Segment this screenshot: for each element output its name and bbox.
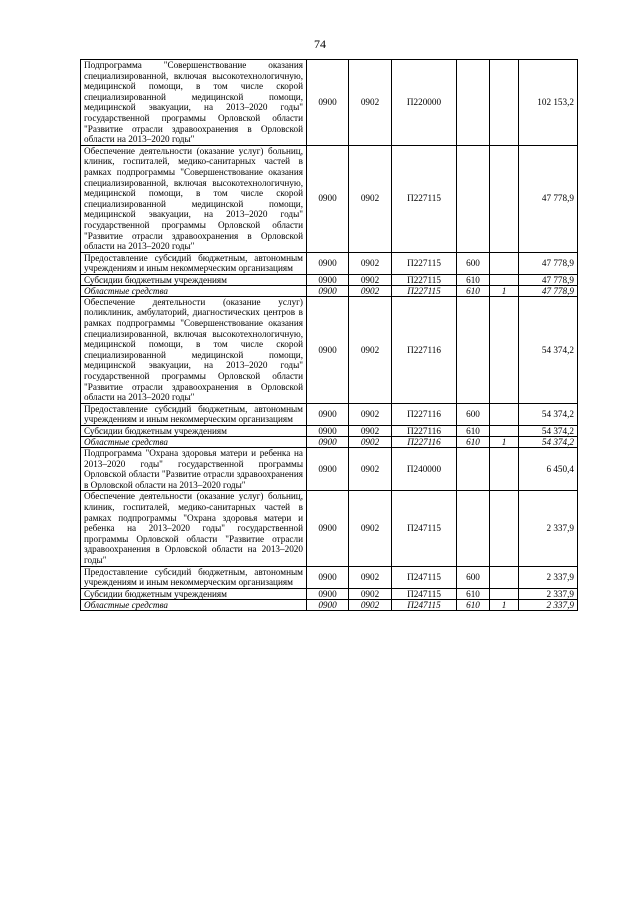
target-article-code: П227116 <box>392 403 457 425</box>
funding-source-code <box>490 252 519 274</box>
row-description: Областные средства <box>81 285 307 296</box>
table-row <box>81 285 578 296</box>
expense-type-code: 610 <box>457 285 490 296</box>
target-article-code: П247115 <box>392 588 457 599</box>
row-description: Предоставление субсидий бюджетным, автономным учреждениям и иным некоммерческим организациям <box>81 566 307 588</box>
row-description: Областные средства <box>81 599 307 610</box>
row-description: Обеспечение деятельности (оказание услуг) больниц, клиник, госпиталей, медико-санитарных частей в рамках подпрограммы "Охрана здоровья матери и ребенка на 2013–2020 годы" государственной программы Орловской области "Развитие отрасли здравоохранения в Орловской области на 2013–2020 годы" <box>81 491 307 566</box>
row-description: Обеспечение деятельности (оказание услуг) больниц, клиник, госпиталей, медико-санитарных частей в рамках подпрограммы "Совершенствование оказания специализированной, включая высокотехнологичную, медицинской помощи, в том числе скорой специализированной медицинской помощи, медицинской эвакуации, на 2013–2020 годы" государственной программы Орловской области "Развитие отрасли здравоохранения в Орловской области на 2013–2020 годы" <box>81 145 307 252</box>
funding-source-code <box>490 403 519 425</box>
funding-source-code <box>490 296 519 403</box>
amount: 2 337,9 <box>519 566 578 588</box>
section-code: 0900 <box>307 491 349 566</box>
amount: 54 374,2 <box>519 403 578 425</box>
row-description: Предоставление субсидий бюджетным, автономным учреждениям и иным некоммерческим организациям <box>81 252 307 274</box>
subsection-code: 0902 <box>349 448 392 491</box>
expense-type-code <box>457 60 490 146</box>
target-article-code: П220000 <box>392 60 457 146</box>
target-article-code: П227115 <box>392 274 457 285</box>
table-row <box>81 403 578 425</box>
table-row <box>81 296 578 403</box>
funding-source-code <box>490 145 519 252</box>
amount: 2 337,9 <box>519 588 578 599</box>
amount: 54 374,2 <box>519 437 578 448</box>
subsection-code: 0902 <box>349 252 392 274</box>
target-article-code: П240000 <box>392 448 457 491</box>
target-article-code: П227115 <box>392 145 457 252</box>
subsection-code: 0902 <box>349 285 392 296</box>
funding-source-code <box>490 426 519 437</box>
subsection-code: 0902 <box>349 599 392 610</box>
row-description: Субсидии бюджетным учреждениям <box>81 588 307 599</box>
expense-type-code: 600 <box>457 566 490 588</box>
amount: 2 337,9 <box>519 599 578 610</box>
section-code: 0900 <box>307 274 349 285</box>
table-row <box>81 274 578 285</box>
target-article-code: П227115 <box>392 285 457 296</box>
amount: 102 153,2 <box>519 60 578 146</box>
expense-type-code <box>457 296 490 403</box>
row-description: Подпрограмма "Охрана здоровья матери и ребенка на 2013–2020 годы" государственной программы Орловской области "Развитие отрасли здравоохранения в Орловской области на 2013–2020 годы" <box>81 448 307 491</box>
amount: 47 778,9 <box>519 145 578 252</box>
target-article-code: П227116 <box>392 437 457 448</box>
section-code: 0900 <box>307 599 349 610</box>
table-row <box>81 60 578 146</box>
funding-source-code <box>490 274 519 285</box>
table-row <box>81 566 578 588</box>
row-description: Субсидии бюджетным учреждениям <box>81 274 307 285</box>
target-article-code: П247115 <box>392 491 457 566</box>
amount: 47 778,9 <box>519 252 578 274</box>
target-article-code: П227115 <box>392 252 457 274</box>
table-row <box>81 599 578 610</box>
funding-source-code: 1 <box>490 599 519 610</box>
table-row <box>81 588 578 599</box>
section-code: 0900 <box>307 403 349 425</box>
subsection-code: 0902 <box>349 296 392 403</box>
table-row <box>81 448 578 491</box>
subsection-code: 0902 <box>349 491 392 566</box>
section-code: 0900 <box>307 60 349 146</box>
table-row <box>81 491 578 566</box>
amount: 54 374,2 <box>519 296 578 403</box>
expense-type-code: 600 <box>457 403 490 425</box>
target-article-code: П227116 <box>392 426 457 437</box>
expense-type-code: 610 <box>457 437 490 448</box>
expense-type-code: 610 <box>457 274 490 285</box>
amount: 47 778,9 <box>519 274 578 285</box>
row-description: Обеспечение деятельности (оказание услуг) поликлиник, амбулаторий, диагностических центров в рамках подпрограммы "Совершенствование оказания специализированной, включая высокотехнологичную, медицинской помощи, в том числе скорой специализированной медицинской помощи, медицинской эвакуации, на 2013–2020 годы" государственной программы Орловской области "Развитие отрасли здравоохранения в Орловской области на 2013–2020 годы" <box>81 296 307 403</box>
subsection-code: 0902 <box>349 145 392 252</box>
row-description: Предоставление субсидий бюджетным, автономным учреждениям и иным некоммерческим организациям <box>81 403 307 425</box>
expense-type-code <box>457 448 490 491</box>
target-article-code: П247115 <box>392 566 457 588</box>
subsection-code: 0902 <box>349 437 392 448</box>
amount: 2 337,9 <box>519 491 578 566</box>
subsection-code: 0902 <box>349 588 392 599</box>
expense-type-code: 610 <box>457 599 490 610</box>
funding-source-code <box>490 588 519 599</box>
row-description: Подпрограмма "Совершенствование оказания специализированной, включая высокотехнологичную, медицинской помощи, в том числе скорой специализированной медицинской помощи, медицинской эвакуации, на 2013–2020 годы" государственной программы Орловской области "Развитие отрасли здравоохранения в Орловской области на 2013–2020 годы" <box>81 60 307 146</box>
table-row <box>81 426 578 437</box>
section-code: 0900 <box>307 448 349 491</box>
table-row <box>81 252 578 274</box>
subsection-code: 0902 <box>349 60 392 146</box>
expense-type-code: 610 <box>457 588 490 599</box>
subsection-code: 0902 <box>349 566 392 588</box>
section-code: 0900 <box>307 426 349 437</box>
section-code: 0900 <box>307 252 349 274</box>
row-description: Субсидии бюджетным учреждениям <box>81 426 307 437</box>
table-row <box>81 437 578 448</box>
target-article-code: П227116 <box>392 296 457 403</box>
section-code: 0900 <box>307 566 349 588</box>
funding-source-code: 1 <box>490 285 519 296</box>
subsection-code: 0902 <box>349 426 392 437</box>
section-code: 0900 <box>307 296 349 403</box>
funding-source-code <box>490 491 519 566</box>
budget-table <box>80 59 578 611</box>
row-description: Областные средства <box>81 437 307 448</box>
funding-source-code <box>490 448 519 491</box>
section-code: 0900 <box>307 588 349 599</box>
target-article-code: П247115 <box>392 599 457 610</box>
expense-type-code <box>457 145 490 252</box>
table-row <box>81 145 578 252</box>
section-code: 0900 <box>307 437 349 448</box>
page-number: 74 <box>314 37 326 51</box>
expense-type-code: 600 <box>457 252 490 274</box>
amount: 54 374,2 <box>519 426 578 437</box>
expense-type-code <box>457 491 490 566</box>
funding-source-code <box>490 566 519 588</box>
subsection-code: 0902 <box>349 274 392 285</box>
expense-type-code: 610 <box>457 426 490 437</box>
subsection-code: 0902 <box>349 403 392 425</box>
amount: 47 778,9 <box>519 285 578 296</box>
section-code: 0900 <box>307 285 349 296</box>
amount: 6 450,4 <box>519 448 578 491</box>
funding-source-code <box>490 60 519 146</box>
section-code: 0900 <box>307 145 349 252</box>
funding-source-code: 1 <box>490 437 519 448</box>
